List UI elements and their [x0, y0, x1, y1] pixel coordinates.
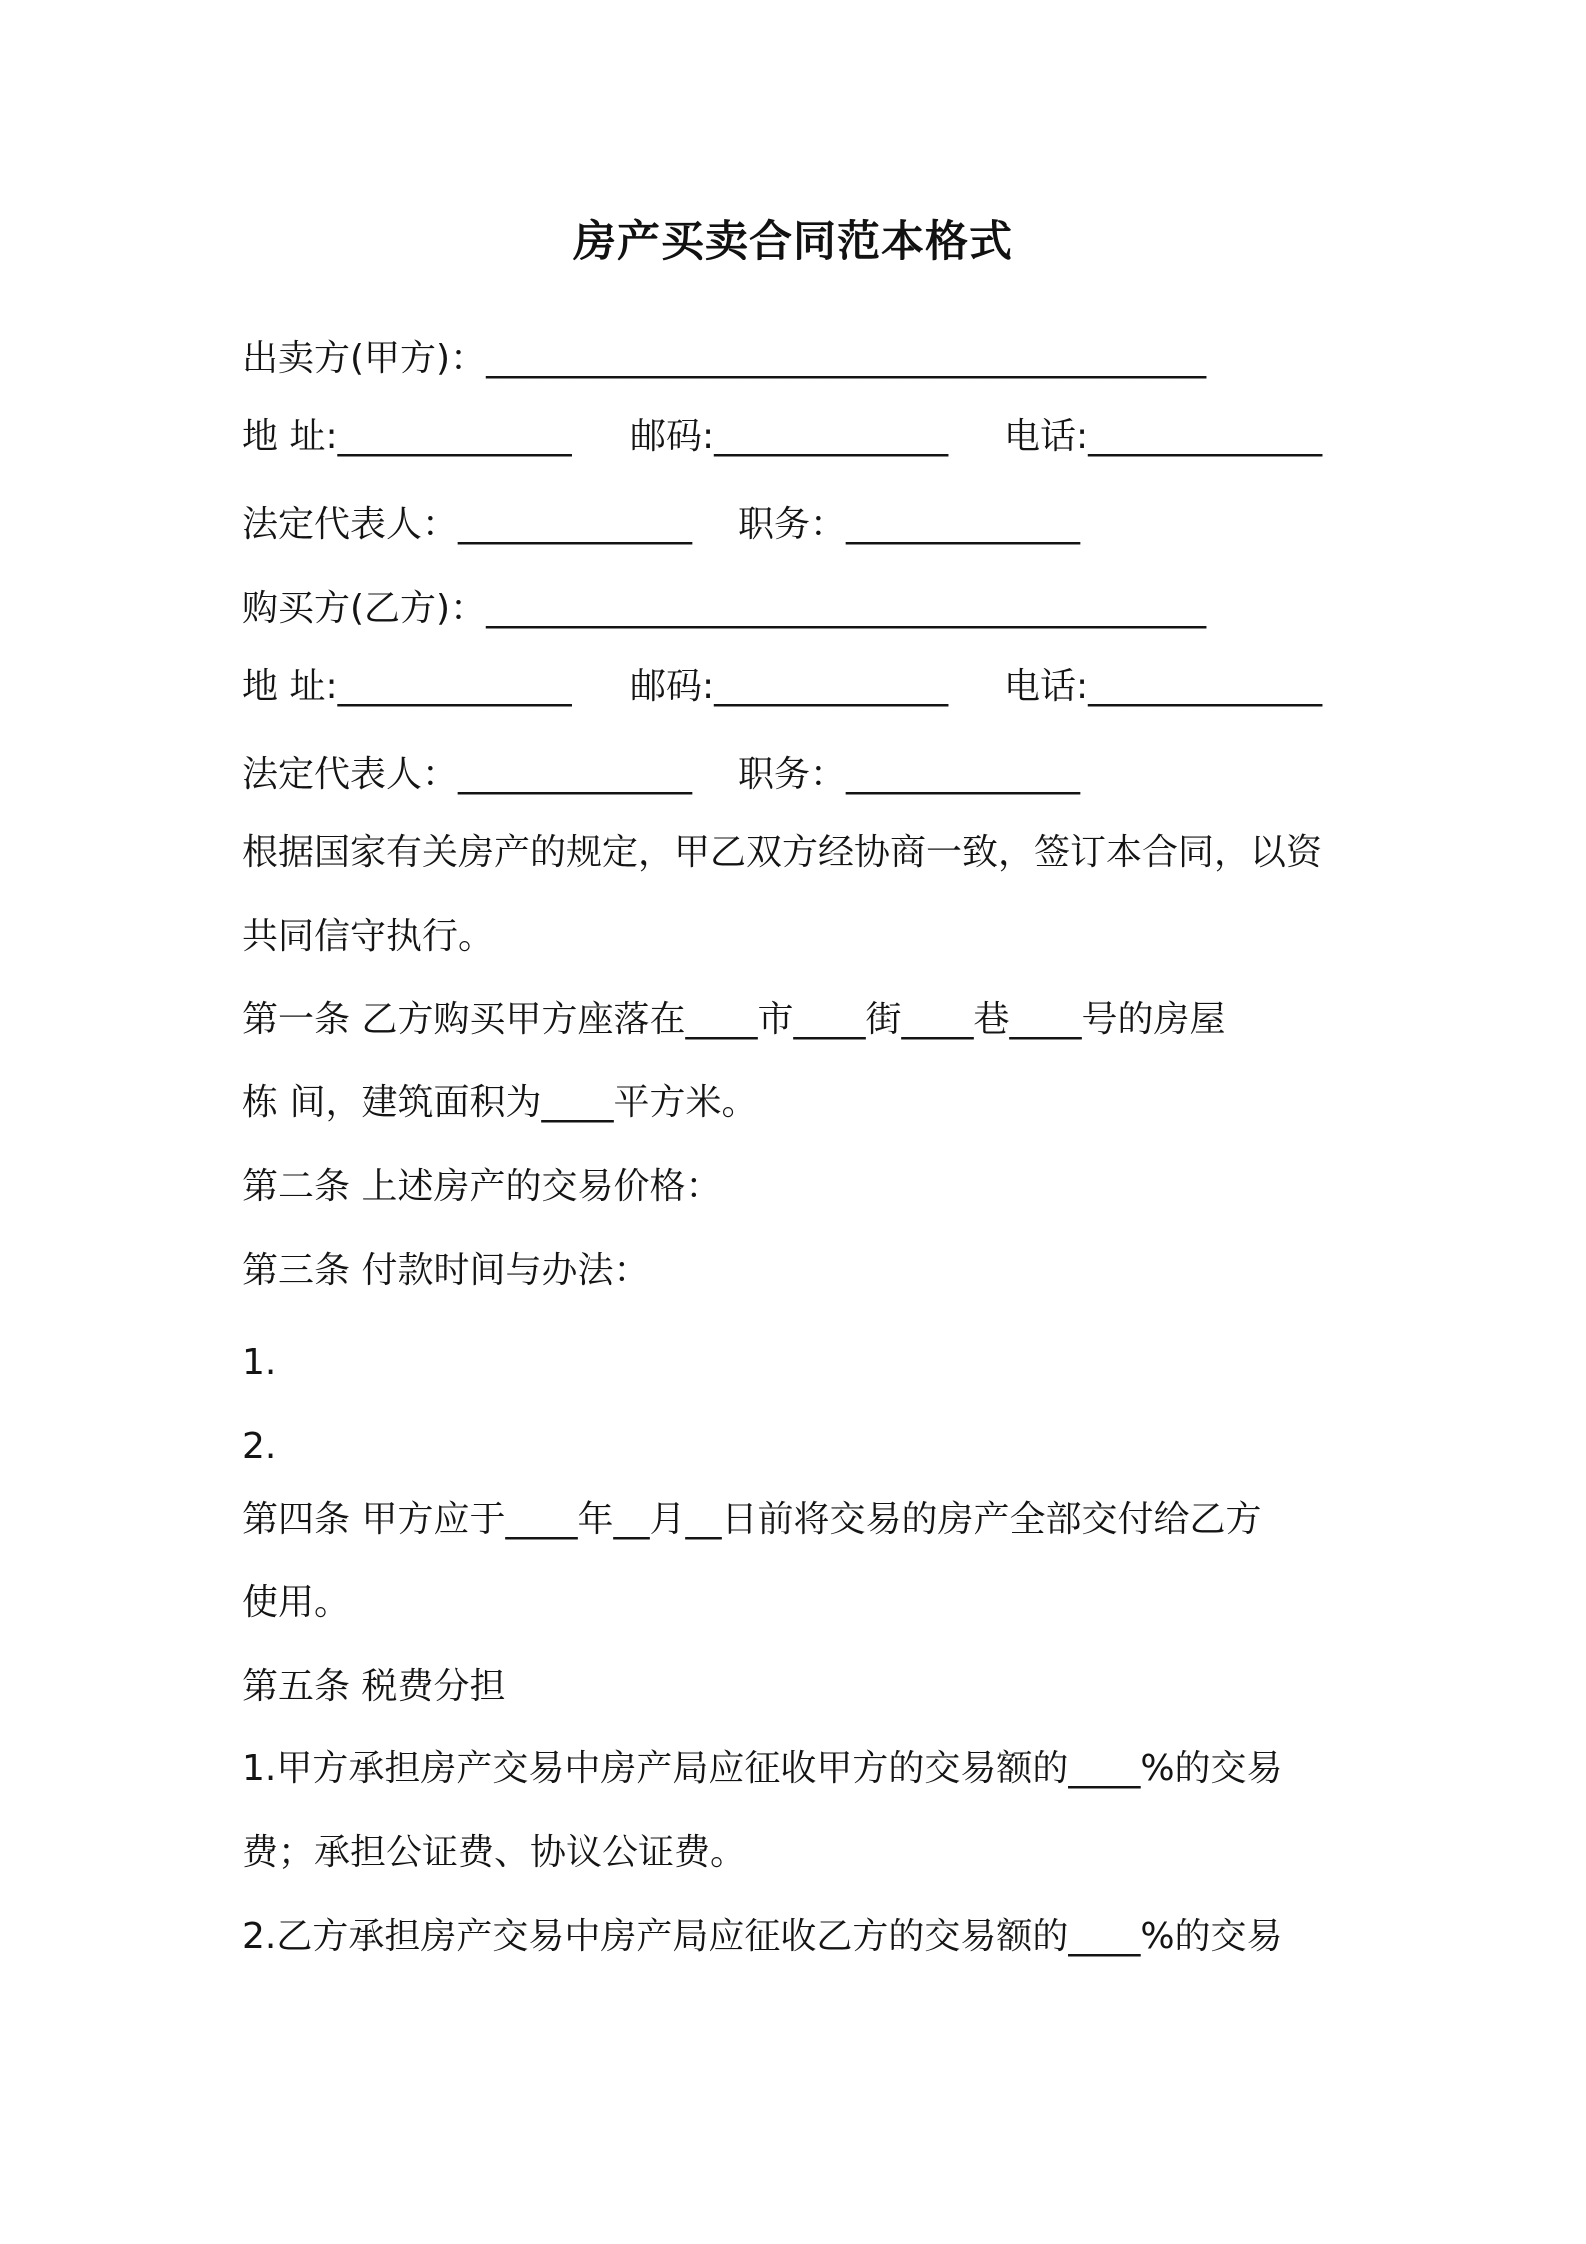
- seller-address-field: 地 址:_____________: [242, 416, 572, 457]
- seller-party-line: 出卖方(甲方)：________________________________________: [242, 338, 1207, 379]
- article-5-item-2-line-1: 2.乙方承担房产交易中房产局应征收乙方的交易额的____%的交易: [242, 1916, 1283, 1957]
- article-1-line-2: 栋 间，建筑面积为____平方米。: [242, 1082, 758, 1123]
- seller-postcode-field: 邮码:_____________: [630, 416, 949, 457]
- buyer-address-field: 地 址:_____________: [242, 666, 572, 707]
- article-3-item-2: 2.: [242, 1426, 277, 1467]
- article-1-line-1: 第一条 乙方购买甲方座落在____市____街____巷____号的房屋: [242, 999, 1226, 1040]
- article-5-heading: 第五条 税费分担: [242, 1666, 506, 1707]
- seller-position-field: 职务：_____________: [738, 504, 1081, 545]
- buyer-phone-field: 电话:_____________: [1004, 666, 1323, 707]
- article-5-item-1-line-2: 费；承担公证费、协议公证费。: [242, 1832, 747, 1873]
- article-5-item-1-line-1: 1.甲方承担房产交易中房产局应征收甲方的交易额的____%的交易: [242, 1748, 1283, 1789]
- article-3-heading: 第三条 付款时间与办法：: [242, 1250, 650, 1291]
- article-4-line-1: 第四条 甲方应于____年__月__日前将交易的房产全部交付给乙方: [242, 1499, 1262, 1540]
- buyer-position-field: 职务：_____________: [738, 754, 1081, 795]
- seller-phone-field: 电话:_____________: [1004, 416, 1323, 457]
- buyer-party-line: 购买方(乙方)：________________________________________: [242, 588, 1207, 629]
- page-title: 房产买卖合同范本格式: [573, 217, 1013, 267]
- article-4-line-2: 使用。: [242, 1582, 351, 1623]
- article-2-heading: 第二条 上述房产的交易价格：: [242, 1166, 722, 1207]
- buyer-postcode-field: 邮码:_____________: [630, 666, 949, 707]
- preamble-line-2: 共同信守执行。: [242, 916, 495, 957]
- preamble-line-1: 根据国家有关房产的规定，甲乙双方经协商一致，签订本合同，以资: [242, 832, 1323, 873]
- article-3-item-1: 1.: [242, 1342, 277, 1383]
- seller-rep-field: 法定代表人：_____________: [242, 504, 693, 545]
- buyer-rep-field: 法定代表人：_____________: [242, 754, 693, 795]
